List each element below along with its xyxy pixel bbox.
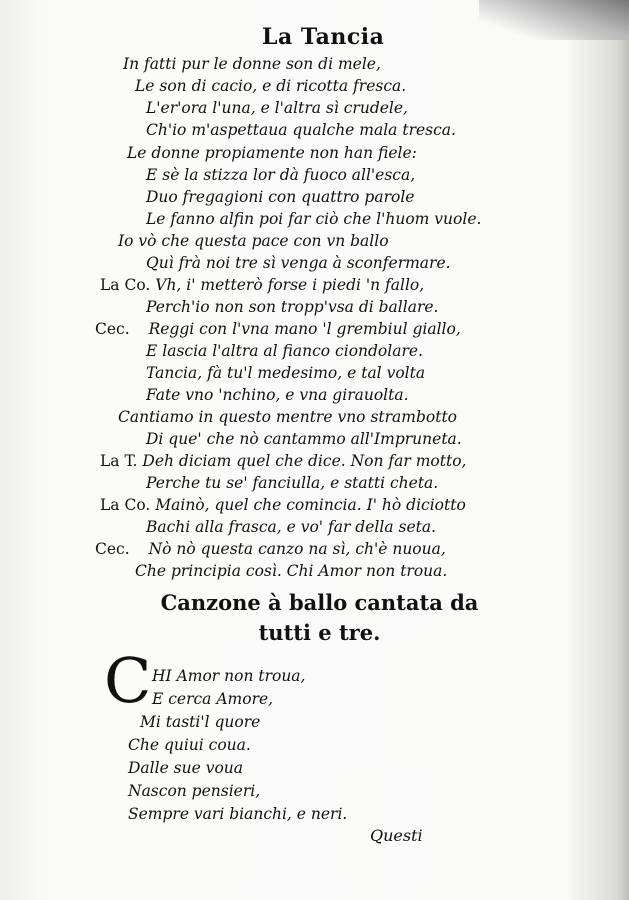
verse-line: Le donne propiamente non han fiele: xyxy=(127,144,417,162)
song-line: Dalle sue voua xyxy=(128,759,244,777)
verse-line: E sè la stizza lor dà fuoco all'esca, xyxy=(146,166,416,184)
verse-line: Duo fregagioni con quattro parole xyxy=(146,188,415,206)
song-line: Mi tasti'l quore xyxy=(140,713,261,731)
verse-line: La T. Deh diciam quel che dice. Non far motto, xyxy=(100,452,467,470)
speaker-label: La T. xyxy=(100,452,138,470)
verse-line: Le fanno alfin poi far ciò che l'huom vuole. xyxy=(146,210,482,228)
catchword: Questi xyxy=(370,826,423,845)
verse-line: Cec. Reggi con l'vna mano 'l grembiul giallo, xyxy=(95,320,461,338)
verse-line: Perch'io non son tropp'vsa di ballare. xyxy=(146,298,439,316)
verse-line: Le son di cacio, e di ricotta fresca. xyxy=(135,77,407,95)
verse-line: Perche tu se' fanciulla, e statti cheta. xyxy=(146,474,439,492)
verse-line: Bachi alla frasca, e vo' far della seta. xyxy=(146,518,437,536)
drop-cap: C xyxy=(104,644,152,717)
verse-line: Che principia così. Chi Amor non troua. xyxy=(135,562,448,580)
song-line: Che quiui coua. xyxy=(128,736,251,754)
verse-line: Tancia, fà tu'l medesimo, e tal volta xyxy=(146,364,426,382)
speaker-label: La Co. xyxy=(100,496,151,514)
verse-line: Quì frà noi tre sì venga à sconfermare. xyxy=(146,254,451,272)
verse-line: Io vò che questa pace con vn ballo xyxy=(118,232,389,250)
song-line: Nascon pensieri, xyxy=(128,782,261,800)
verse-line: In fatti pur le donne son di mele, xyxy=(123,55,381,73)
verse-line: La Co. Mainò, quel che comincia. I' hò diciotto xyxy=(100,496,466,514)
verse-line: Ch'io m'aspettaua qualche mala tresca. xyxy=(146,121,456,139)
speaker-label: Cec. xyxy=(95,540,130,558)
verse-line: La Co. Vh, i' metterò forse i piedi 'n fallo, xyxy=(100,276,425,294)
song-line: Sempre vari bianchi, e neri. xyxy=(128,805,348,823)
song-title-line: Canzone à ballo cantata da xyxy=(160,590,479,615)
song-line: HI Amor non troua, xyxy=(152,667,306,685)
verse-line: Di que' che nò cantammo all'Impruneta. xyxy=(146,430,462,448)
song-line: E cerca Amore, xyxy=(152,690,274,708)
verse-line: L'er'ora l'una, e l'altra sì crudele, xyxy=(146,99,408,117)
running-head: La Tancia xyxy=(262,24,385,50)
verse-line: E lascia l'altra al fianco ciondolare. xyxy=(146,342,423,360)
verse-line: Cantiamo in questo mentre vno strambotto xyxy=(118,408,458,426)
speaker-label: La Co. xyxy=(100,276,151,294)
verse-line: Cec. Nò nò questa canzo na sì, ch'è nuoua, xyxy=(95,540,446,558)
speaker-label: Cec. xyxy=(95,320,130,338)
song-title-line: tutti e tre. xyxy=(258,620,381,645)
verse-line: Fate vno 'nchino, e vna girauolta. xyxy=(146,386,409,404)
